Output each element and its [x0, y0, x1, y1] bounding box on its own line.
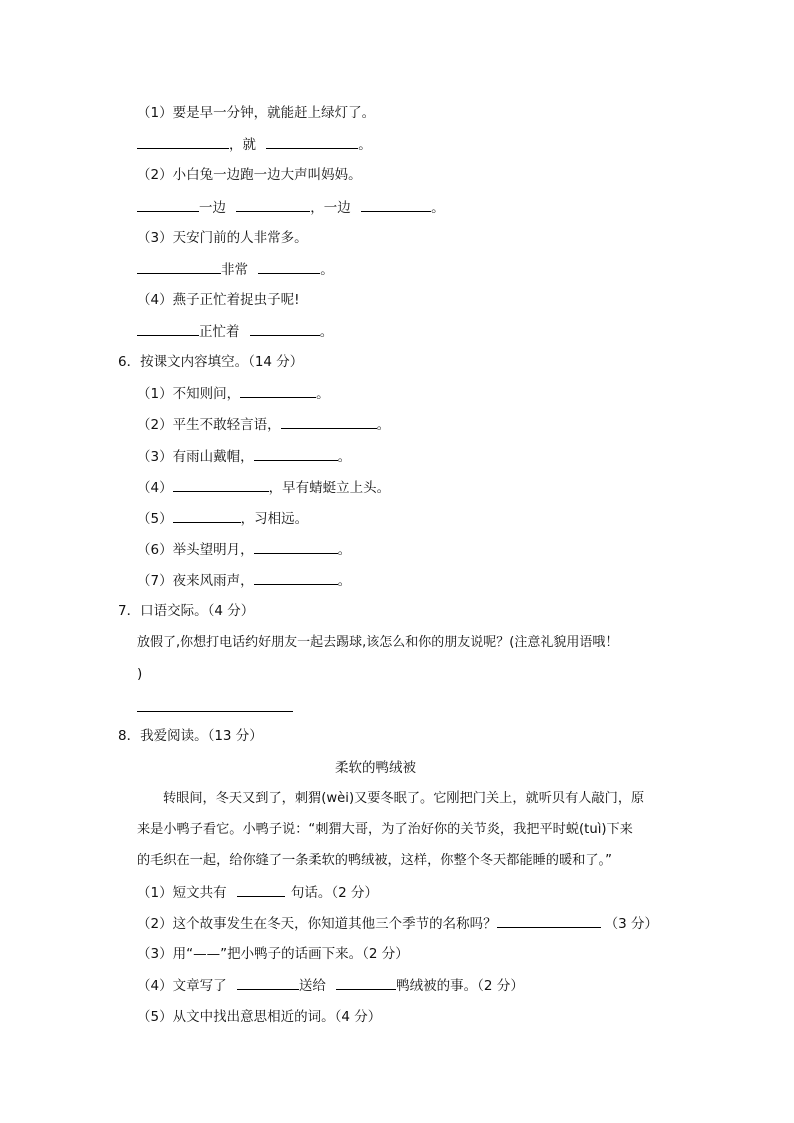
- period: 。: [319, 324, 334, 340]
- sec5-a4: [137, 322, 333, 341]
- blank[interactable]: [250, 322, 320, 336]
- blank[interactable]: [254, 540, 338, 554]
- sec5-q1: （1）要是早一分钟，就能赶上绿灯了。: [137, 105, 376, 121]
- sec8-q1: [137, 883, 378, 902]
- blank[interactable]: [173, 509, 241, 523]
- blank[interactable]: [137, 260, 221, 274]
- blank[interactable]: [236, 198, 310, 212]
- sec8-q3: （3）用“——”把小鸭子的话画下来。（2 分）: [137, 946, 409, 962]
- sec7-prompt-end: ): [137, 666, 143, 682]
- text: （4）: [137, 480, 173, 496]
- text: ，习相远。: [240, 511, 309, 527]
- blank[interactable]: [240, 384, 316, 398]
- blank[interactable]: [361, 198, 431, 212]
- sec6-item1: [137, 384, 330, 403]
- sec8-q2: [137, 914, 658, 933]
- blank[interactable]: [266, 135, 358, 149]
- blank[interactable]: [173, 478, 269, 492]
- passage-line: 来是小鸭子看它。小鸭子说：“刺猬大哥，为了治好你的关节炎，我把平时蜕(tuì)下来: [137, 822, 633, 837]
- text: （3 分）: [604, 916, 658, 932]
- blank[interactable]: [137, 322, 199, 336]
- text: ，早有蜻蜓立上头。: [268, 480, 391, 496]
- period: 。: [337, 542, 352, 558]
- blank[interactable]: [497, 914, 601, 928]
- text: ，一边: [310, 200, 351, 216]
- period: 。: [337, 573, 352, 589]
- blank[interactable]: [281, 415, 377, 429]
- blank[interactable]: [237, 883, 285, 897]
- sec5-q3: （3）天安门前的人非常多。: [137, 230, 308, 246]
- text: （4）文章写了: [137, 978, 227, 994]
- passage-line: 的毛织在一起，给你缝了一条柔软的鸭绒被，这样，你整个冬天都能睡的暖和了。”: [137, 853, 612, 868]
- sec7-answer-line[interactable]: [137, 698, 293, 717]
- period: 。: [320, 262, 334, 278]
- blank[interactable]: [254, 447, 338, 461]
- text: （3）有雨山戴帽，: [137, 449, 254, 465]
- period: 。: [431, 200, 445, 216]
- sec7-prompt: 放假了,你想打电话约好朋友一起去踢球,该怎么和你的朋友说呢？(注意礼貌用语哦！: [137, 635, 619, 650]
- sec7-heading: 7．口语交际。（4 分）: [118, 603, 255, 619]
- blank[interactable]: [137, 698, 293, 712]
- sec8-heading: 8．我爱阅读。（13 分）: [118, 728, 263, 744]
- sec5-a1: [137, 135, 372, 154]
- period: 。: [376, 417, 391, 433]
- sec6-item7: [137, 571, 351, 590]
- passage-title: 柔软的鸭绒被: [335, 760, 416, 776]
- passage-line: 转眼间，冬天又到了，刺猬(wèi)又要冬眠了。它刚把门关上，就听贝有人敲门，原: [163, 791, 645, 806]
- text: 句话。（2 分）: [290, 885, 379, 901]
- sec6-item5: [137, 509, 308, 528]
- blank[interactable]: [254, 571, 338, 585]
- blank[interactable]: [137, 198, 199, 212]
- text: （6）举头望明月，: [137, 542, 254, 558]
- period: 。: [358, 137, 372, 153]
- text: （2）这个故事发生在冬天，你知道其他三个季节的名称吗？: [137, 916, 497, 932]
- blank[interactable]: [258, 260, 320, 274]
- sec5-q4: （4）燕子正忙着捉虫子呢!: [137, 292, 300, 308]
- sec6-item6: [137, 540, 351, 559]
- text: （1）不知则问，: [137, 386, 241, 402]
- text: 非常: [221, 262, 248, 278]
- text: 一边: [199, 200, 226, 216]
- sec8-q5: （5）从文中找出意思相近的词。（4 分）: [137, 1009, 382, 1025]
- text: 送给: [298, 978, 326, 994]
- text: 鸭绒被的事。（2 分）: [396, 978, 524, 994]
- blank[interactable]: [137, 135, 229, 149]
- text: （7）夜来风雨声，: [137, 573, 254, 589]
- period: 。: [316, 386, 330, 402]
- text: （1）短文共有: [137, 885, 227, 901]
- period: 。: [337, 449, 352, 465]
- blank[interactable]: [237, 976, 299, 990]
- sec6-item4: [137, 478, 390, 497]
- sec6-heading: 6．按课文内容填空。（14 分）: [118, 354, 304, 370]
- sec8-q4: [137, 976, 524, 995]
- text: （5）: [137, 511, 173, 527]
- sec5-a2: [137, 198, 445, 217]
- text: 正忙着: [199, 324, 240, 340]
- sec5-q2: （2）小白兔一边跑一边大声叫妈妈。: [137, 167, 362, 183]
- sec6-item3: [137, 447, 351, 466]
- blank[interactable]: [336, 976, 396, 990]
- text: （2）平生不敢轻言语，: [137, 417, 281, 433]
- sec5-a3: [137, 260, 334, 279]
- sec6-item2: [137, 415, 390, 434]
- text: ，就: [229, 137, 256, 153]
